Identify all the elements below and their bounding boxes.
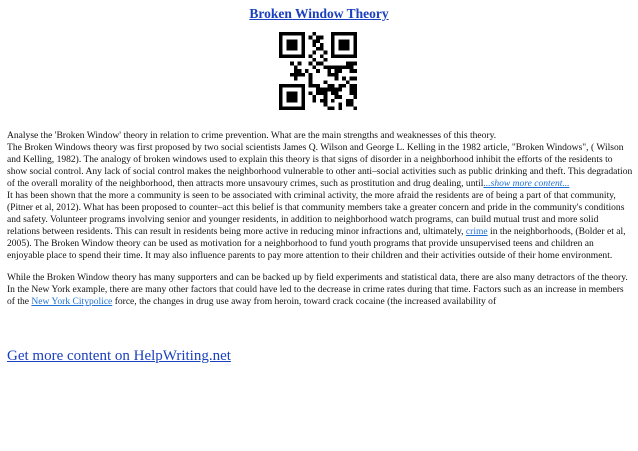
paragraph-1 bbox=[7, 142, 633, 190]
intro-question: Analyse the 'Broken Window' theory in relation to crime prevention. What are the main strengths and weaknesses of this theory. bbox=[7, 130, 497, 141]
get-more-content-link[interactable]: Get more content on HelpWriting.net bbox=[7, 348, 231, 364]
police-link[interactable]: police bbox=[88, 296, 113, 308]
paragraph-1-text: The Broken Windows theory was first proposed by two social scientists James Q. Wilson and George L. Kelling in the 1982 article, "Broken Windows", ( Wilson and Kelling, 1982). The analogy of broken windows used to explain this theory is that signs of disorder in a neighborhood inhibit the efforts of the residents to show social control. Any lack of social control makes the neighborhood vulnerable to other anti–social activities such as public drinking and theft. This degradation of the overall morality of the neighborhood, then attracts more unsavoury crimes, such as prostitution and drug dealing, until bbox=[7, 141, 633, 189]
article-body bbox=[7, 130, 633, 308]
paragraph-3-text-b: force, the changes in drug use away from heroin, toward crack cocaine (the increased availability of bbox=[114, 296, 497, 308]
paragraph-2-text-a: It has been shown that the more a community is seen to be associated with criminal activity, the more afraid the residents are of being a part of that community, (Pitner et al, 2012). What has been proposed to counter–act this belief is that community members take a greater concern and pride in the community's conditions and safety. Volunteer programs involving senior and younger residents, in addition to neighborhood watch programs, can build mutual trust and more solid relations between residents. This can result in residents being more active in reducing minor infractions and, ultimately, bbox=[7, 189, 625, 237]
paragraph-3-text-a: While the Broken Window theory has many supporters and can be backed up by field experiments and statistical data, there are also many detractors of the theory. In the New York example, there are many other factors that could have led to the decrease in crime rates during that time. Factors such as an increase in members of the bbox=[7, 272, 628, 308]
paragraph-3 bbox=[7, 272, 633, 308]
qr-code bbox=[279, 32, 357, 110]
paragraph-2 bbox=[7, 190, 633, 262]
show-more-link[interactable]: ...show more content... bbox=[483, 177, 570, 189]
crime-link[interactable]: crime bbox=[465, 225, 488, 237]
paragraph-2-text-b: in the neighborhoods, (Bolder et al, 2005). The Broken Window theory can be used as motivation for a neighborhood to fund youth programs that provide unsupervised teens and children an enjoyable place to spend their time. It may also influence parents to pay more attention to their children and their activities outside of their home environment. bbox=[7, 225, 626, 261]
new-york-city-link[interactable]: New York City bbox=[31, 296, 89, 308]
page-title[interactable]: Broken Window Theory bbox=[249, 6, 389, 21]
